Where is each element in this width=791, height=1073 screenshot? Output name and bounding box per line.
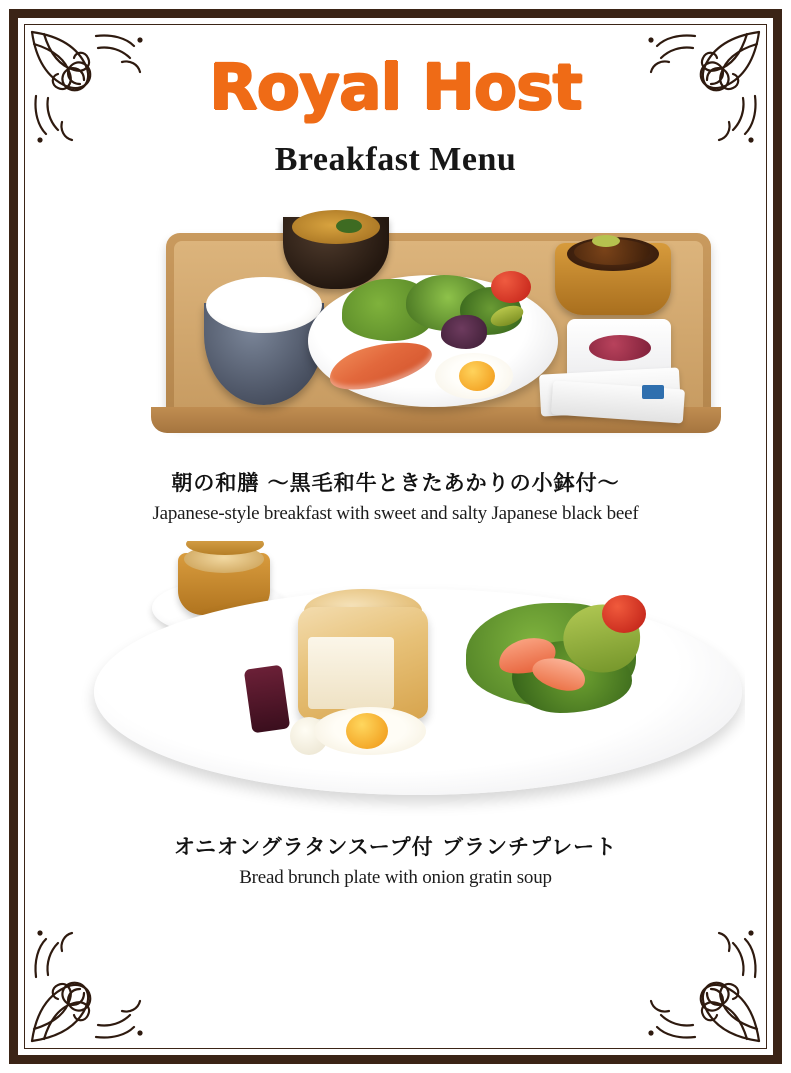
clay-pot-garnish <box>592 235 620 247</box>
menu-item-1-title-en: Japanese-style breakfast with sweet and salty Japanese black beef <box>152 503 639 524</box>
purple-salad-leaf <box>441 315 487 349</box>
page-title: Breakfast Menu <box>274 141 517 178</box>
brunch-plate-photo <box>46 541 745 821</box>
menu-item-2 <box>46 541 745 889</box>
menu-item-2-title-en: Bread brunch plate with onion gratin soup <box>239 867 552 888</box>
chopstick-sleeve-label <box>642 385 664 399</box>
tomato-slice <box>602 595 646 633</box>
menu-item-1 <box>46 195 745 525</box>
menu-item-2-title-jp: オニオングラタンスープ付 ブランチプレート <box>173 835 618 859</box>
bread-loaf-cut-side <box>308 637 394 709</box>
brand-title: Royal Host <box>209 51 582 124</box>
menu-item-1-title-jp: 朝の和膳 〜黒毛和牛ときたあかりの小鉢付〜 <box>171 471 620 495</box>
steamed-rice <box>206 277 322 333</box>
miso-soup-garnish <box>336 219 362 233</box>
menu-content <box>24 24 767 1049</box>
fried-egg-yolk <box>346 713 388 749</box>
fried-egg-yolk <box>459 361 495 391</box>
japanese-breakfast-tray-photo <box>46 195 745 457</box>
pickled-side <box>589 335 651 361</box>
tomato-slice <box>491 271 531 303</box>
